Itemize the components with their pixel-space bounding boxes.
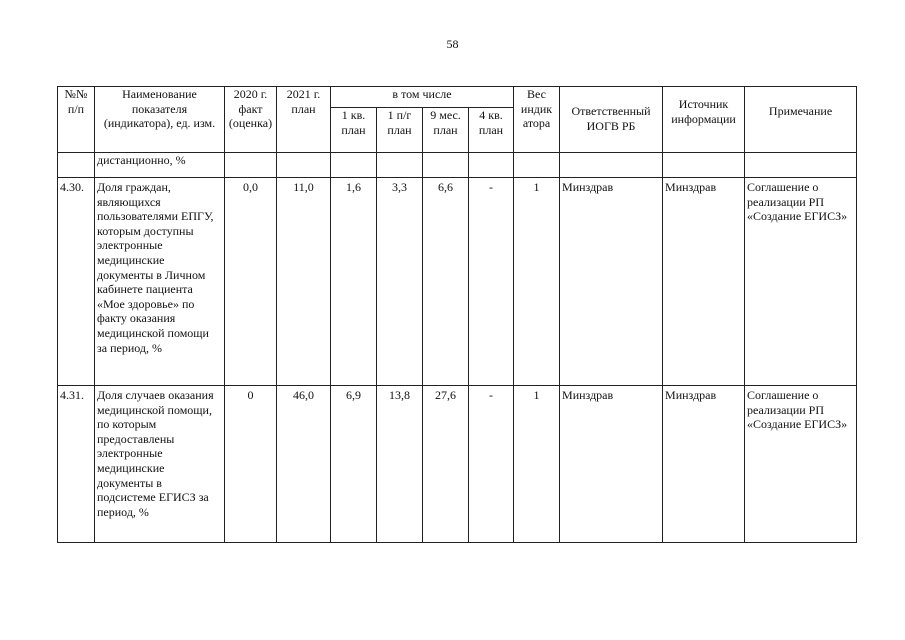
header-responsible: Ответственный ИОГВ РБ — [560, 87, 663, 153]
cell-weight: 1 — [514, 178, 560, 386]
header-row — [58, 87, 857, 108]
header-9m: 9 мес. план — [423, 108, 469, 153]
cell-name: дистанционно, % — [95, 153, 225, 178]
header-source: Источник информации — [663, 87, 745, 153]
header-fact-2020: 2020 г. факт (оценка) — [225, 87, 277, 153]
cell-9m — [423, 153, 469, 178]
cell-weight: 1 — [514, 386, 560, 543]
cell-q4 — [469, 153, 514, 178]
header-including: в том числе — [331, 87, 514, 108]
cell-source: Минздрав — [663, 386, 745, 543]
header-weight: Вес индик атора — [514, 87, 560, 153]
cell-weight — [514, 153, 560, 178]
cell-q4: - — [469, 386, 514, 543]
cell-q1: 1,6 — [331, 178, 377, 386]
cell-q4: - — [469, 178, 514, 386]
cell-9m: 6,6 — [423, 178, 469, 386]
header-q4: 4 кв. план — [469, 108, 514, 153]
indicators-table — [57, 86, 857, 543]
cell-source: Минздрав — [663, 178, 745, 386]
cell-num: 4.30. — [58, 178, 95, 386]
cell-name: Доля случаев оказания медицинской помощи, по которым предоставлены электронные медицинские документы в подсистеме ЕГИСЗ за период, % — [95, 386, 225, 543]
header-h1: 1 п/г план — [377, 108, 423, 153]
table-row — [58, 386, 857, 543]
cell-plan-2021 — [277, 153, 331, 178]
cell-note: Соглашение о реализации РП «Создание ЕГИСЗ» — [745, 386, 857, 543]
cell-fact-2020 — [225, 153, 277, 178]
cell-name: Доля граждан, являющихся пользователями ЕПГУ, которым доступны электронные медицинские документы в Личном кабинете пациента «Мое здоровье» по факту оказания медицинской помощи за период, % — [95, 178, 225, 386]
cell-h1: 3,3 — [377, 178, 423, 386]
cell-fact-2020: 0,0 — [225, 178, 277, 386]
cell-9m: 27,6 — [423, 386, 469, 543]
cell-h1 — [377, 153, 423, 178]
header-q1: 1 кв. план — [331, 108, 377, 153]
cell-responsible: Минздрав — [560, 386, 663, 543]
header-name: Наименование показателя (индикатора), ед. изм. — [95, 87, 225, 153]
table-row-continuation — [58, 153, 857, 178]
cell-q1 — [331, 153, 377, 178]
cell-plan-2021: 46,0 — [277, 386, 331, 543]
cell-source — [663, 153, 745, 178]
header-plan-2021: 2021 г. план — [277, 87, 331, 153]
header-num: №№ п/п — [58, 87, 95, 153]
table-row — [58, 178, 857, 386]
cell-note: Соглашение о реализации РП «Создание ЕГИСЗ» — [745, 178, 857, 386]
cell-fact-2020: 0 — [225, 386, 277, 543]
cell-responsible: Минздрав — [560, 178, 663, 386]
cell-h1: 13,8 — [377, 386, 423, 543]
page-number: 58 — [446, 37, 459, 51]
cell-num: 4.31. — [58, 386, 95, 543]
header-note: Примечание — [745, 87, 857, 153]
cell-responsible — [560, 153, 663, 178]
cell-q1: 6,9 — [331, 386, 377, 543]
cell-note — [745, 153, 857, 178]
cell-num — [58, 153, 95, 178]
cell-plan-2021: 11,0 — [277, 178, 331, 386]
